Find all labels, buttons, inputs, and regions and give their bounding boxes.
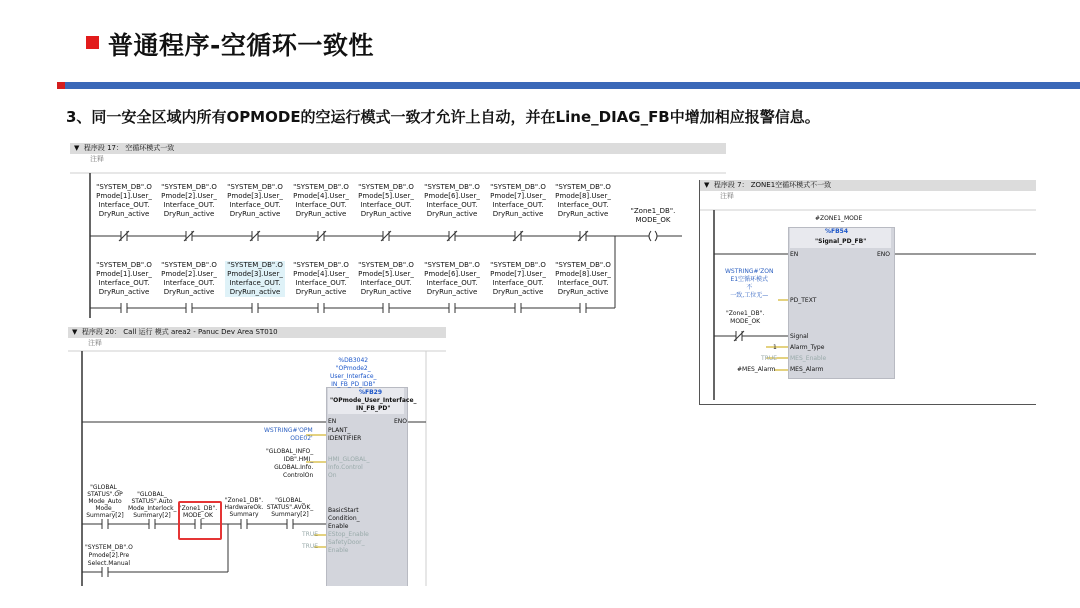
network20-contact-5[interactable]: [287, 519, 293, 529]
contact-label-bottom-1[interactable]: "SYSTEM_DB".O Pmode[1].User_ Interface_OUT. DryRun_active: [96, 261, 152, 296]
contact-bottom-2[interactable]: [186, 303, 192, 313]
contact-label-bottom-5[interactable]: "SYSTEM_DB".O Pmode[5].User_ Interface_OUT. DryRun_active: [358, 261, 414, 296]
fb29-number: %FB29: [359, 389, 383, 396]
contact-bottom-3[interactable]: [252, 303, 258, 313]
contact-bottom-4[interactable]: [318, 303, 324, 313]
collapse-arrow-icon[interactable]: ▼: [72, 328, 82, 336]
hmi-global-pin: HMI_GLOBAL_ Info.Control On: [328, 456, 370, 479]
alarm-type-value[interactable]: 1: [773, 344, 777, 351]
contact-label-top-8[interactable]: "SYSTEM_DB".O Pmode[8].User_ Interface_OUT. DryRun_active: [555, 183, 611, 218]
mes-enable-value[interactable]: TRUE: [761, 355, 778, 362]
basic-start-pin: BasicStart Condition_ Enable: [328, 507, 360, 530]
contact-label-top-1[interactable]: "SYSTEM_DB".O Pmode[1].User_ Interface_OUT. DryRun_active: [96, 183, 152, 218]
network-7-comment[interactable]: 注释: [720, 192, 734, 200]
slide-subtitle: 3、同一安全区域内所有OPMODE的空运行模式一致才允许上自动，并在Line_DIAG_FB中增加相应报警信息。: [66, 108, 820, 126]
fb54-en-pin: EN: [790, 251, 799, 258]
network-17-comment[interactable]: 注释: [90, 155, 104, 163]
network-7-title: 程序段 7： ZONE1空循环模式不一致: [713, 181, 832, 189]
db3042-label: %DB3042 "OPmode2_ User_Interface_ IN_FB_PD_IDB": [330, 357, 377, 388]
opmode-user-interface-fb-block[interactable]: [326, 387, 408, 586]
title-divider-bar: [57, 82, 1080, 89]
network-17-panel: [70, 143, 726, 323]
title-divider-accent: [57, 82, 65, 89]
contact-label-top-2[interactable]: "SYSTEM_DB".O Pmode[2].User_ Interface_OUT. DryRun_active: [161, 183, 217, 218]
network20-contact-label-3[interactable]: "Zone1_DB". MODE_OK: [178, 505, 218, 519]
fb29-eno-pin: ENO: [394, 418, 408, 425]
network20-contact-2[interactable]: [149, 519, 155, 529]
network-7-panel: [699, 180, 1036, 405]
collapse-arrow-icon[interactable]: ▼: [74, 144, 84, 152]
network-20-title: 程序段 20： Call 运行 模式 area2 - Panuc Dev Area ST010: [81, 328, 278, 336]
pd-text-pin: PD_TEXT: [790, 297, 817, 304]
contact-label-top-5[interactable]: "SYSTEM_DB".O Pmode[5].User_ Interface_OUT. DryRun_active: [358, 183, 414, 218]
pd-text-value[interactable]: WSTRING#'ZON E1空循环模式 不 一致,工位无—: [725, 268, 774, 299]
network20-contact-label-1[interactable]: "GLOBAL_ STATUS".OP Mode_Auto Mode_ Summary[2]: [86, 484, 124, 519]
network20-contact-1[interactable]: [102, 519, 108, 529]
network20-contact-label-4[interactable]: "Zone1_DB". HardwareOk. Summary: [224, 497, 264, 518]
safety-door-value[interactable]: TRUE: [302, 543, 319, 550]
hmi-global-value[interactable]: "GLOBAL_INFO_ IDB".HMI_ GLOBAL.Info. ControlOn: [266, 448, 314, 479]
contact-label-top-7[interactable]: "SYSTEM_DB".O Pmode[7].User_ Interface_OUT. DryRun_active: [490, 183, 546, 218]
highlight-mode-ok-box: [178, 501, 222, 540]
estop-value[interactable]: TRUE: [302, 531, 319, 538]
contact-label-top-6[interactable]: "SYSTEM_DB".O Pmode[6].User_ Interface_OUT. DryRun_active: [424, 183, 480, 218]
mes-alarm-value[interactable]: #MES_Alarm: [737, 366, 776, 373]
contact-bottom-5[interactable]: [383, 303, 389, 313]
contact-label-bottom-6[interactable]: "SYSTEM_DB".O Pmode[6].User_ Interface_OUT. DryRun_active: [424, 261, 480, 296]
fb54-number: %FB54: [825, 228, 849, 235]
network20-contact-label-2[interactable]: "GLOBAL_ STATUS".Auto Mode_Interlock_ Summary[2]: [128, 491, 177, 519]
contact-label-bottom-4[interactable]: "SYSTEM_DB".O Pmode[4].User_ Interface_OUT. DryRun_active: [293, 261, 349, 296]
signal-pin: Signal: [790, 333, 809, 340]
signal-operand[interactable]: "Zone1_DB". MODE_OK: [726, 310, 765, 325]
contact-bottom-6[interactable]: [449, 303, 455, 313]
safety-door-pin: SafetyDoor_ Enable: [328, 539, 365, 554]
network-20-panel: [68, 327, 446, 586]
collapse-arrow-icon[interactable]: ▼: [704, 181, 714, 189]
contact-bottom-1[interactable]: [121, 303, 127, 313]
mode-ok-coil[interactable]: [649, 231, 657, 241]
slide-title: 普通程序-空循环一致性: [108, 31, 374, 60]
title-bullet: [86, 36, 99, 49]
alarm-type-pin: Alarm_Type: [790, 344, 825, 351]
contact-label-bottom-7[interactable]: "SYSTEM_DB".O Pmode[7].User_ Interface_OUT. DryRun_active: [490, 261, 546, 296]
fb54-name: "Signal_PD_FB": [815, 238, 867, 245]
network20-branch-contact[interactable]: [102, 567, 108, 577]
network20-contact-4[interactable]: [241, 519, 247, 529]
network-20-comment[interactable]: 注释: [88, 339, 102, 347]
db3042-reference[interactable]: [330, 357, 377, 389]
network-17-title: 程序段 17： 空循环模式一致: [83, 144, 175, 152]
fb54-eno-pin: ENO: [877, 251, 891, 258]
contact-label-top-3[interactable]: "SYSTEM_DB".O Pmode[3].User_ Interface_OUT. DryRun_active: [227, 183, 283, 218]
contact-label-bottom-8[interactable]: "SYSTEM_DB".O Pmode[8].User_ Interface_OUT. DryRun_active: [555, 261, 611, 296]
mes-alarm-pin: MES_Alarm: [790, 366, 824, 373]
contact-label-bottom-3[interactable]: "SYSTEM_DB".O Pmode[3].User_ Interface_OUT. DryRun_active: [225, 261, 285, 297]
fb29-name: "OPmode_User_Interface_ IN_FB_PD": [330, 397, 417, 412]
contact-label-top-4[interactable]: "SYSTEM_DB".O Pmode[4].User_ Interface_OUT. DryRun_active: [293, 183, 349, 218]
network20-contact-label-5[interactable]: "GLOBAL_ STATUS".AVOK_ Summary[2]: [266, 497, 314, 518]
plant-identifier-value[interactable]: WSTRING#'OPM ODE02': [264, 427, 313, 442]
fb29-en-pin: EN: [328, 418, 337, 425]
contact-bottom-7[interactable]: [515, 303, 521, 313]
plant-identifier-pin: PLANT_ IDENTIFIER: [328, 427, 362, 442]
contact-label-bottom-2[interactable]: "SYSTEM_DB".O Pmode[2].User_ Interface_OUT. DryRun_active: [161, 261, 217, 296]
contact-bottom-8[interactable]: [580, 303, 586, 313]
coil-label-mode-ok[interactable]: "Zone1_DB". MODE_OK: [630, 207, 676, 224]
branch-contact-label[interactable]: "SYSTEM_DB".O Pmode[2].Pre Select.Manual: [85, 544, 133, 567]
mes-enable-pin: MES_Enable: [790, 355, 827, 362]
fb54-instance[interactable]: #ZONE1_MODE: [815, 215, 863, 222]
estop-pin: EStop_Enable: [328, 531, 369, 538]
